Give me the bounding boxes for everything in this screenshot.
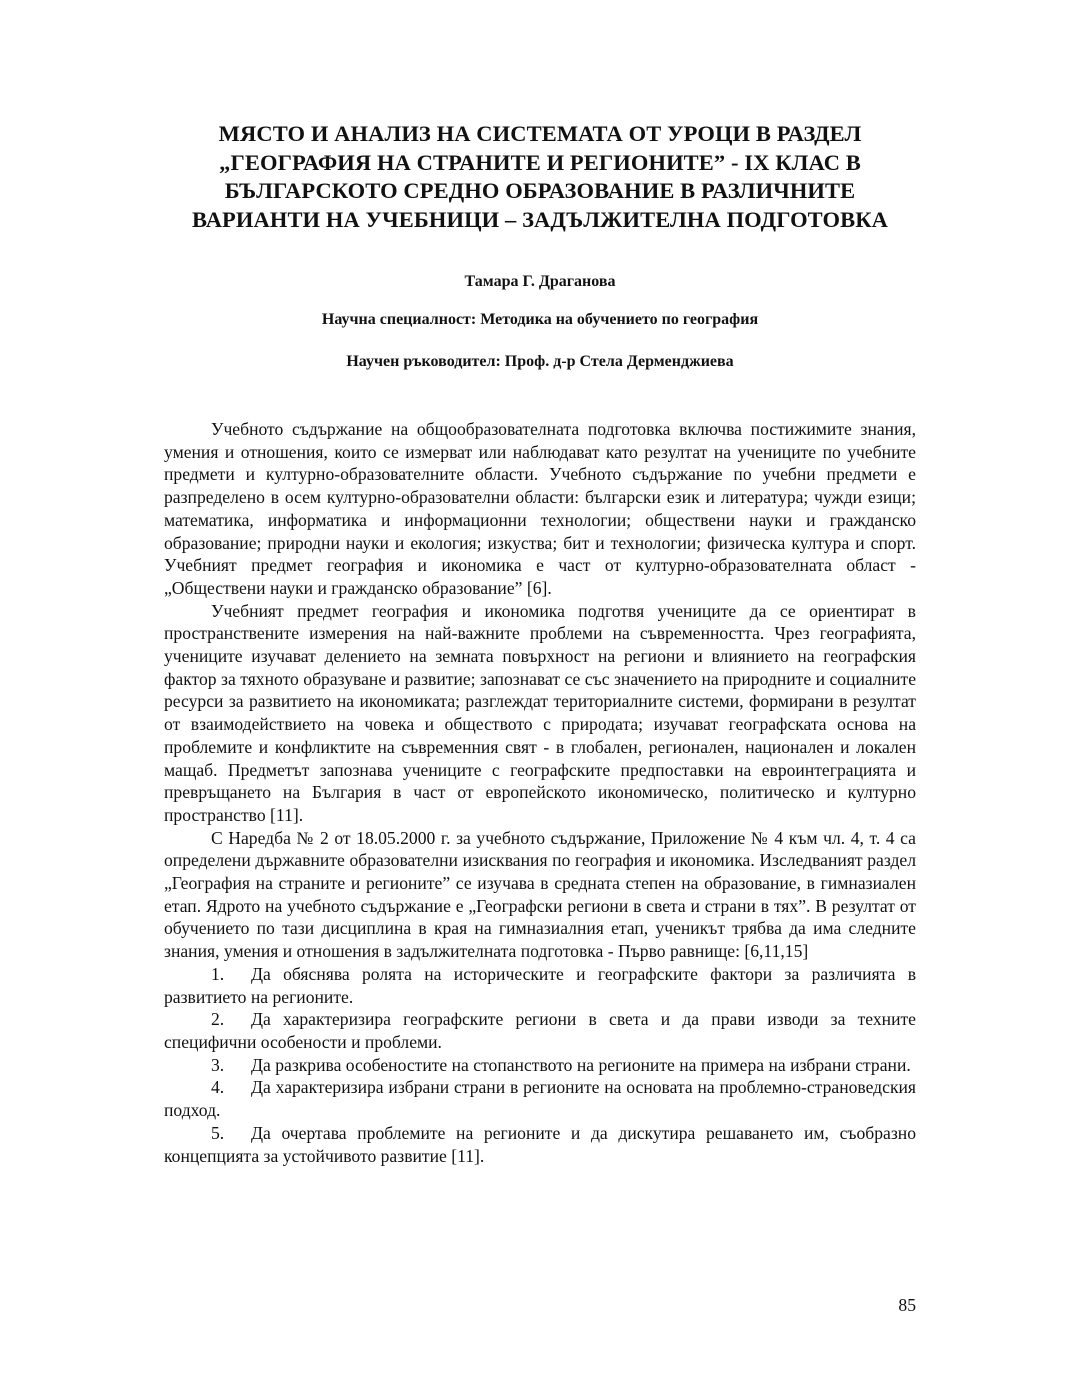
list-item-text: Да характеризира географските региони в света и да прави изводи за техните специфични особености и проблеми. [164, 1009, 916, 1052]
paragraph: Учебният предмет география и икономика подготвя учениците да се ориентират в пространствените измерения на най-важните проблеми на съвременността. Чрез географията, учениците изучават делението на земната повърхност на региони и влиянието на географския фактор за тяхното образуване и развитие; запознават се със значението на природните и социалните ресурси за развитието на икономиката; разглеждат териториалните системи, формирани в резултат от взаимодействието на човека и обществото с природата; изучават географската основа на проблемите и конфликтите на съвременния свят - в глобален, регионален, национален и локален мащаб. Предметът запознава учениците с географските предпоставки на евроинтеграцията и превръщането на България в част от европейското икономическо, политическо и културно пространство [11]. [164, 600, 916, 825]
title-line: БЪЛГАРСКОТО СРЕДНО ОБРАЗОВАНИЕ В РАЗЛИЧНИТЕ [224, 178, 856, 203]
title-line: ВАРИАНТИ НА УЧЕБНИЦИ – ЗАДЪЛЖИТЕЛНА ПОДГОТОВКА [192, 206, 888, 232]
list-item-number: 4. [211, 1077, 225, 1098]
paragraph: С Наредба № 2 от 18.05.2000 г. за учебното съдържание, Приложение № 4 към чл. 4, т. 4 са определени държавните образователни изисквания по география и икономика. Изследваният раздел „География на страните и регионите” се изучава в средната степен на образование, в гимназиален етап. Ядрото на учебното съдържание е „Географски региони в света и страни в тях”. В резултат от обучението по тази дисциплина в края на гимназиалния етап, ученикът трябва да има следните знания, умения и отношения в задължителната подготовка - Първо равнище: [6,11,15] [164, 827, 916, 962]
list-item-number: 2. [211, 1009, 225, 1030]
body-text [164, 418, 916, 1167]
author-name: Тамара Г. Драганова [464, 273, 616, 290]
list-item-number: 1. [211, 963, 225, 984]
title-line: МЯСТО И АНАЛИЗ НА СИСТЕМАТА ОТ УРОЦИ В РАЗДЕЛ [218, 121, 862, 146]
list-item-text: Да очертава проблемите на регионите и да дискутира решаването им, съобразно концепцията за устойчивото развитие [11]. [164, 1122, 916, 1166]
title-line: „ГЕОГРАФИЯ НА СТРАНИТЕ И РЕГИОНИТЕ” - IX КЛАС В [219, 149, 861, 175]
list-item [164, 1122, 916, 1167]
requirements-list [164, 963, 916, 1167]
list-item [164, 1054, 916, 1077]
paragraph: Учебното съдържание на общообразователната подготовка включва постижимите знания, умения и отношения, които се измерват или наблюдават като резултат на учениците по учебните предмети и културно-образователните области. Учебното съдържание по учебни предмети е разпределено в осем културно-образователни области: български език и литература; чужди езици; математика, информатика и информационни технологии; обществени науки и гражданско образование; природни науки и екология; изкуства; бит и технологии; физическа култура и спорт. Учебният предмет география и икономика е част от културно-образователната област - „Обществени науки и гражданско образование” [6]. [164, 419, 916, 598]
scientific-supervisor: Научен ръководител: Проф. д-р Стела Дерменджиева [346, 353, 734, 370]
list-item-text: Да обяснява ролята на историческите и географските фактори за различията в развитието на регионите. [164, 963, 916, 1007]
list-item [164, 1008, 916, 1053]
list-item-text: Да характеризира избрани страни в регионите на основата на проблемно-страноведския подход. [164, 1077, 916, 1121]
list-item-number: 5. [211, 1122, 225, 1143]
list-item-text: Да разкрива особеностите на стопанството на регионите на примера на избрани страни. [251, 1054, 911, 1075]
paper-title [164, 120, 916, 234]
scientific-specialty: Научна специалност: Методика на обучението по география [321, 311, 759, 328]
list-item [164, 963, 916, 1008]
list-item-number: 3. [211, 1054, 225, 1075]
page-number: 85 [898, 1295, 916, 1315]
list-item [164, 1076, 916, 1121]
page-content [164, 112, 916, 1167]
